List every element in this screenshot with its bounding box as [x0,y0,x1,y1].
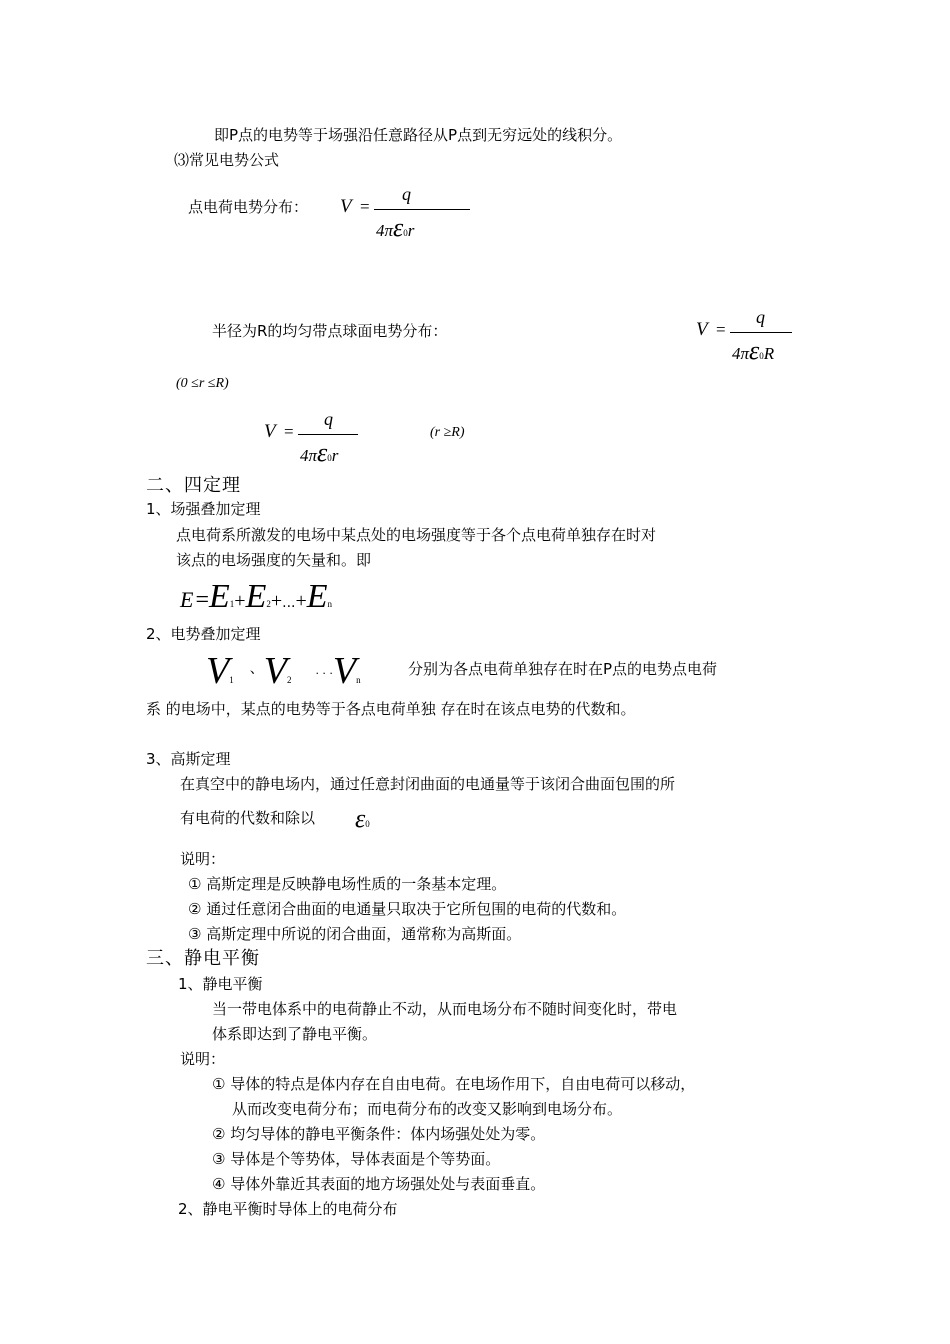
fraction-bar [298,434,358,435]
variable-v: V [332,650,357,692]
subscript-two: 2 [286,675,292,685]
section-heading: 二、四定理 [146,475,241,496]
numerator-q: q [402,184,411,204]
subheading: 1、静电平衡 [178,975,263,993]
note-label: 说明： [180,1050,226,1068]
equals-sign: = [716,320,726,339]
plus-sign: + [270,590,283,612]
list-item-continuation: 从而改变电荷分布；而电荷分布的改变又影响到电场分布。 [232,1100,623,1118]
text-line: 即P点的电势等于场强沿任意路径从P点到无穷远处的线积分。 [214,126,623,144]
subheading: 2、静电平衡时导体上的电荷分布 [178,1200,398,1218]
text-line: 在真空中的静电场内，通过任意封闭曲面的电通量等于该闭合曲面包围的所 [180,775,676,793]
plus-sign: + [295,590,307,612]
epsilon: ε [393,213,404,242]
text-line: 该点的电场强度的矢量和。即 [176,551,372,569]
fraction-bar [730,332,792,333]
variable-r: r [331,446,339,465]
subheading: ⑶常见电势公式 [174,151,280,169]
section-heading: 三、静电平衡 [146,948,260,969]
epsilon: ε [749,336,760,365]
ellipsis: · · · [315,667,333,680]
subscript-zero: 0 [365,819,370,829]
variable-e: E [180,587,194,612]
superposition-formula [180,580,332,620]
note-label: 说明： [180,850,226,868]
variable-e: E [245,578,267,615]
variable-v: V [696,319,708,340]
plus-sign: + [234,590,246,612]
condition-outside: (r ≥R) [430,425,465,440]
formula-label: 点电荷电势分布： [188,198,309,216]
list-item: ② 通过任意闭合曲面的电通量只取决于它所包围的电荷的代数和。 [188,900,627,918]
list-item: ④ 导体外靠近其表面的地方场强处处与表面垂直。 [212,1175,546,1193]
equals-sign: = [360,197,370,216]
variable-v: V [206,650,230,692]
separator: 、 [249,661,264,677]
variable-r: r [407,221,415,240]
equals-sign: = [195,587,209,613]
condition-inside: (0 ≤r ≤R) [176,376,229,391]
list-item: ① 导体的特点是体内存在自由电荷。在电场作用下，自由电荷可以移动， [212,1075,696,1093]
text-line: 当一带电体系中的电荷静止不动，从而电场分布不随时间变化时，带电 [212,1000,678,1018]
variable-e: E [306,578,328,615]
four-pi: 4π [732,344,750,363]
text-line: 体系即达到了静电平衡。 [212,1025,378,1043]
text-line: 有电荷的代数和除以 [180,809,316,827]
epsilon-zero [355,806,370,832]
numerator-q: q [756,307,765,327]
list-item: ③ 导体是个等势体，导体表面是个等势面。 [212,1150,501,1168]
subscript-one: 1 [229,675,234,685]
subheading: 2、电势叠加定理 [146,625,261,643]
ellipsis: ... [282,595,296,611]
text-line: 点电荷系所激发的电场中某点处的电场强度等于各个点电荷单独存在时对 [176,526,657,544]
list-item: ① 高斯定理是反映静电场性质的一条基本定理。 [188,875,507,893]
subscript-n: n [356,675,361,685]
subscript-one: 1 [229,599,235,609]
subheading: 3、高斯定理 [146,750,231,768]
epsilon: ε [355,804,366,833]
epsilon: ε [317,438,328,467]
numerator-q: q [324,409,333,429]
formula-label: 半径为R的均匀带点球面电势分布： [212,322,448,340]
potential-sum-formula [206,652,361,692]
four-pi: 4π [300,446,318,465]
variable-v: V [263,650,287,692]
fraction-bar [374,209,470,210]
subheading: 1、场强叠加定理 [146,500,261,518]
variable-e: E [209,578,230,615]
variable-v: V [264,421,276,442]
subscript-n: n [327,599,333,609]
text-line: 分别为各点电荷单独存在时在P点的电势点电荷 [408,660,718,678]
list-item: ② 均匀导体的静电平衡条件：体内场强处处为零。 [212,1125,546,1143]
four-pi: 4π [376,221,394,240]
subscript-zero: 0 [327,453,332,463]
subscript-two: 2 [266,599,271,609]
equals-sign: = [284,422,294,441]
text-line: 系 的电场中，某点的电势等于各点电荷单独 存在时在该点电势的代数和。 [146,700,636,718]
subscript-zero: 0 [759,351,764,361]
variable-radius: R [763,344,775,363]
subscript-zero: 0 [403,228,408,238]
variable-v: V [340,196,352,217]
list-item: ③ 高斯定理中所说的闭合曲面，通常称为高斯面。 [188,925,522,943]
